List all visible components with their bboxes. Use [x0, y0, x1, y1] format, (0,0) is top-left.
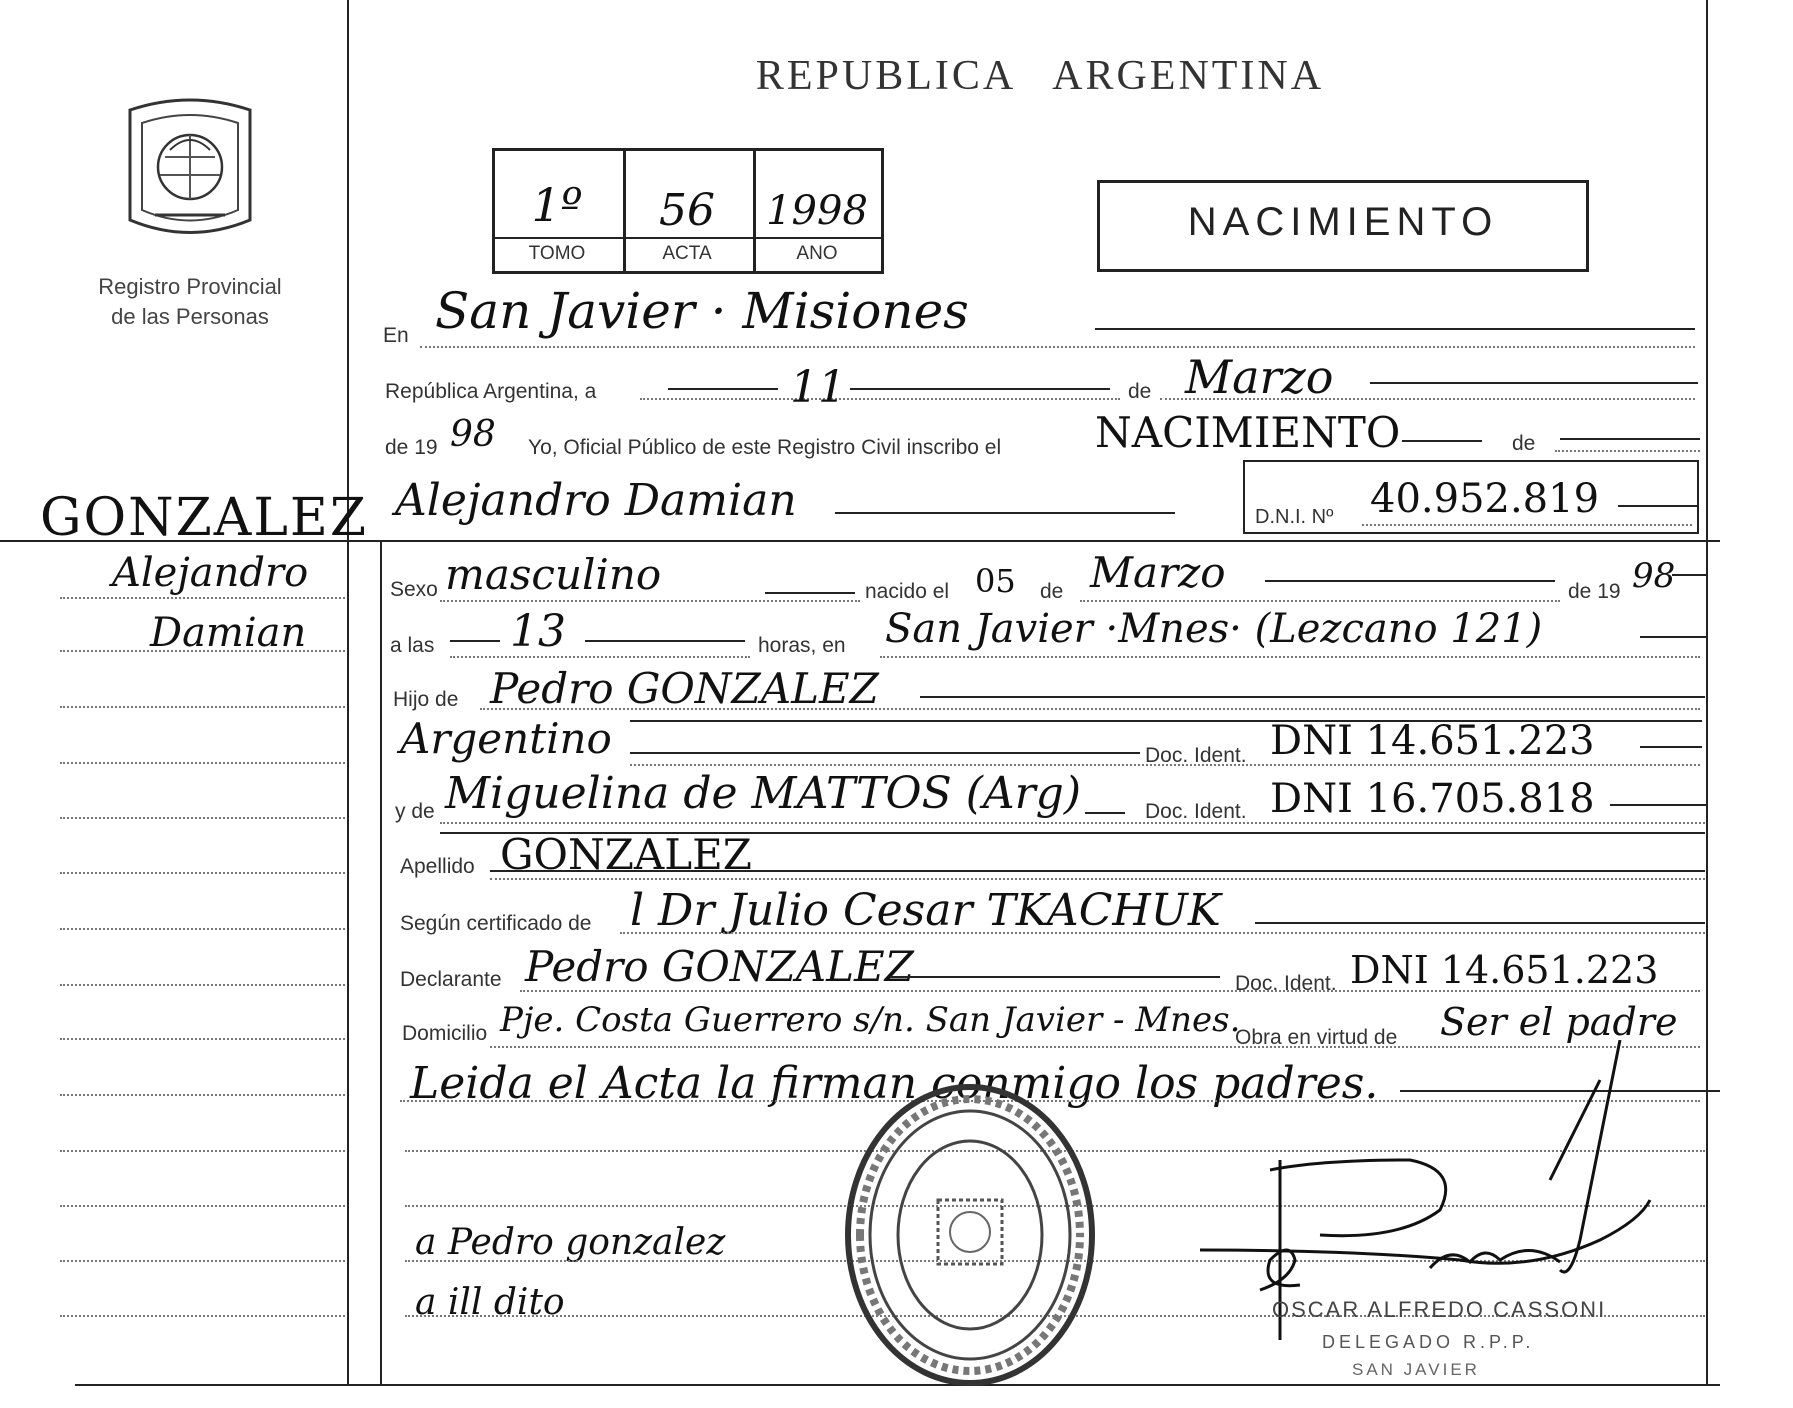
acta-value: 56: [659, 185, 715, 236]
obra-value: Ser el padre: [1440, 1000, 1678, 1044]
hijo-label: Hijo de: [393, 688, 459, 711]
de19-label: de 19: [1568, 580, 1621, 603]
registry-seal-emblem: [120, 95, 260, 245]
frame-left-border: [347, 0, 349, 1385]
margin-note-1: a Pedro gonzalez: [415, 1222, 726, 1263]
place-value: San Javier · Misiones: [435, 282, 969, 340]
birth-day: 05: [975, 562, 1016, 600]
official-title: DELEGADO R.P.P.: [1322, 1332, 1535, 1352]
domicilio-value: Pje. Costa Guerrero s/n. San Javier - Mnes.: [500, 1000, 1241, 1040]
mother-name: Miguelina de MATTOS (Arg): [445, 768, 1082, 819]
dni-label: D.N.I. Nº: [1255, 506, 1334, 528]
official-signature: [1200, 1040, 1720, 1340]
seal-label-line2: de las Personas: [111, 304, 269, 329]
document-title: REPUBLICA ARGENTINA: [755, 53, 1325, 99]
tomo-label: TOMO: [528, 243, 586, 264]
declarante-label: Declarante: [400, 968, 502, 991]
sexo-label: Sexo: [390, 578, 438, 601]
apellido-value: GONZALEZ: [500, 830, 752, 879]
sexo-value: masculino: [445, 550, 662, 599]
father-nationality: Argentino: [400, 714, 612, 763]
obra-label: Obra en virtud de: [1235, 1026, 1398, 1049]
declarante-value: Pedro GONZALEZ: [525, 942, 914, 991]
doc-ident-label-3: Doc. Ident.: [1235, 972, 1337, 995]
tomo-value: 1º: [531, 178, 583, 232]
domicilio-label: Domicilio: [402, 1022, 488, 1045]
de-label-2: de: [1512, 432, 1536, 455]
alas-label: a las: [390, 634, 435, 657]
segun-label: Según certificado de: [400, 912, 592, 935]
act-type-label: NACIMIENTO: [1187, 200, 1499, 244]
acta-label: ACTA: [662, 243, 712, 264]
apellido-label: Apellido: [400, 855, 475, 878]
year-value: 98: [450, 414, 496, 455]
margin-given-1: Alejandro: [112, 550, 309, 596]
margin-given-2: Damian: [150, 610, 307, 656]
de-label: de: [1128, 380, 1152, 403]
oficial-text: Yo, Oficial Público de este Registro Civil inscribo el: [528, 436, 1002, 459]
en-label: En: [383, 324, 409, 347]
official-name: OSCAR ALFREDO CASSONI: [1272, 1297, 1607, 1322]
official-place: SAN JAVIER: [1352, 1360, 1480, 1379]
margin-note-2: a ill dito: [415, 1282, 565, 1323]
seal-label-line1: Registro Provincial: [98, 274, 282, 299]
doc-ident-label-2: Doc. Ident.: [1145, 800, 1247, 823]
birth-year: 98: [1632, 556, 1676, 596]
child-name: Alejandro Damian: [395, 475, 797, 526]
hour-value: 13: [510, 606, 566, 657]
ano-value: 1998: [766, 188, 868, 234]
frame-inner-divider: [380, 540, 382, 1385]
horas-label: horas, en: [758, 634, 846, 657]
de-label-3: de: [1040, 580, 1064, 603]
day-value: 11: [790, 362, 846, 413]
closing-text: Leida el Acta la firman conmigo los padres.: [410, 1058, 1379, 1109]
declarante-doc: DNI 14.651.223: [1350, 948, 1659, 992]
ano-label: ANO: [796, 243, 838, 264]
father-doc: DNI 14.651.223: [1270, 718, 1595, 764]
nacido-label: nacido el: [865, 580, 950, 603]
dni-value: 40.952.819: [1370, 476, 1600, 522]
doc-ident-label: Doc. Ident.: [1145, 744, 1247, 767]
mother-doc: DNI 16.705.818: [1270, 776, 1595, 822]
certifier-value: l Dr Julio Cesar TKACHUK: [630, 885, 1221, 936]
year-label: de 19: [385, 436, 438, 459]
yde-label: y de: [395, 800, 435, 823]
birth-month: Marzo: [1090, 548, 1226, 597]
margin-surname: GONZALEZ: [40, 488, 368, 548]
birth-place: San Javier ·Mnes· (Lezcano 121): [885, 606, 1543, 652]
official-stamp: [840, 1080, 1100, 1390]
month-value: Marzo: [1185, 350, 1334, 404]
republica-label: República Argentina, a: [385, 380, 597, 403]
father-name: Pedro GONZALEZ: [490, 664, 879, 713]
act-type-value: NACIMIENTO: [1095, 408, 1401, 457]
